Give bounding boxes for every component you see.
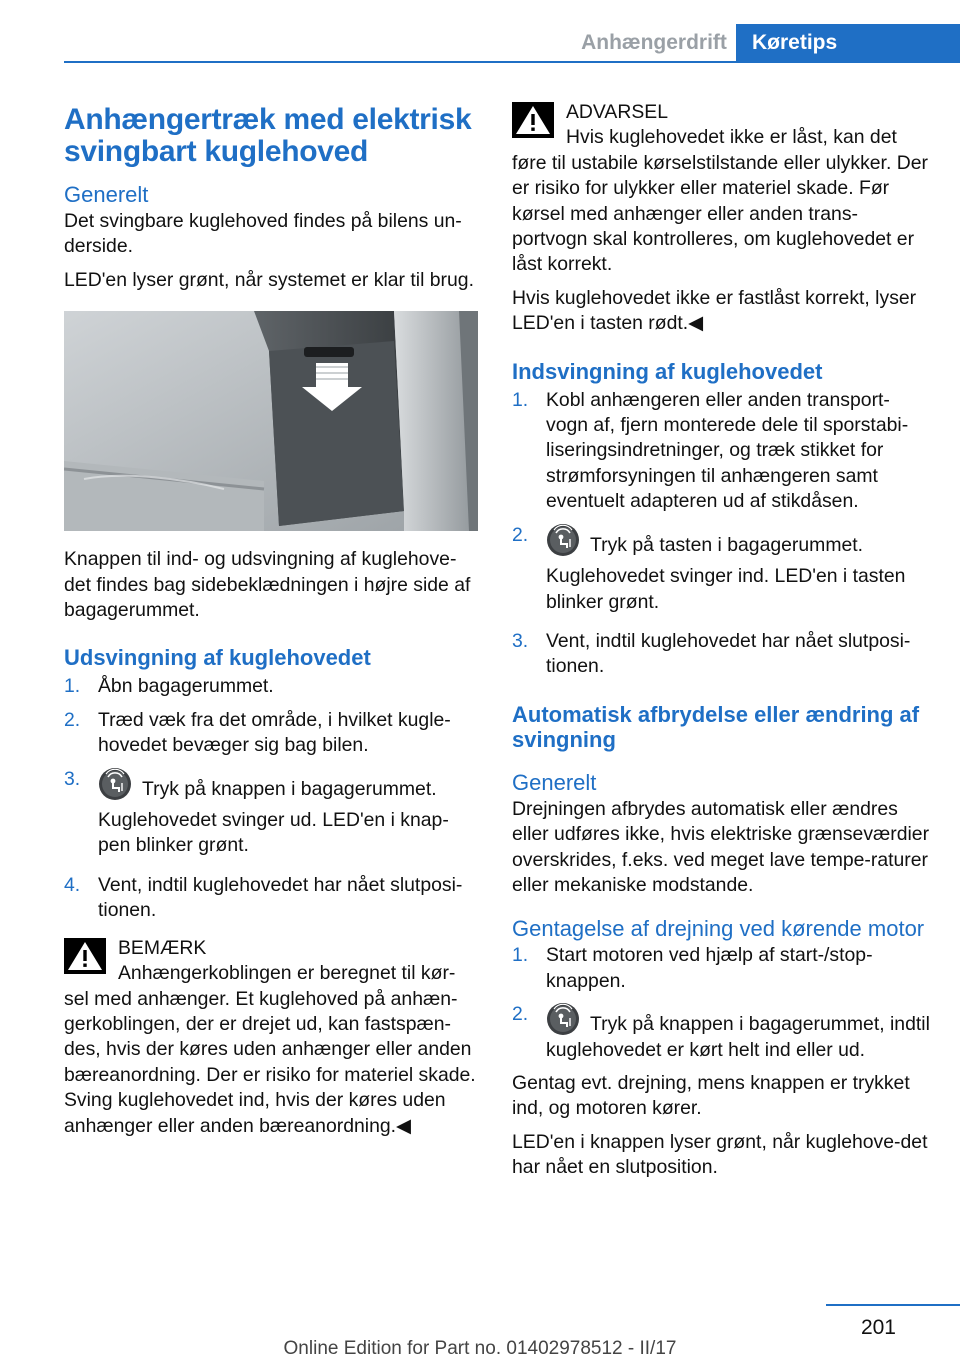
swing-out-heading: Udsvingning af kuglehovedet [64, 645, 371, 671]
auto-general-paragraph: Drejningen afbrydes automatisk eller ændres eller udføres ikke, hvis elektriske grænseværdier overskrides, f.eks. ved meget lave tempe‐raturer eller mekaniske modstande. [512, 797, 930, 896]
step-text: Start motoren ved hjælp af start-/stop-knappen. [546, 944, 873, 992]
warning-paragraph-2: Hvis kuglehovedet ikke er fastlåst korrekt, lyser LED'en i tasten rødt.◀ [512, 286, 917, 335]
section-tab: Anhængerdrift [572, 24, 736, 62]
footer-rule [826, 1304, 960, 1306]
step-number: 3. [64, 767, 81, 790]
note-box [64, 936, 478, 1139]
general-paragraph-1: Det svingbare kuglehoved findes på bilens un‐derside. [64, 210, 462, 258]
note-label: BEMÆRK [118, 936, 207, 959]
auto-general-heading: Generelt [512, 769, 597, 795]
step-number: 4. [64, 873, 81, 896]
note-first-line: Anhængerkoblingen er beregnet til kør‐ [118, 962, 456, 985]
ball-head-button-icon [546, 1002, 580, 1036]
step-number: 1. [512, 944, 529, 967]
left-column [64, 100, 478, 1147]
list-item [64, 767, 478, 865]
edition-footer: Online Edition for Part no. 01402978512 - II/17 [283, 1338, 677, 1359]
repeat-paragraph-1: Gentag evt. drejning, mens knappen er trykket ind, og motoren kører. [512, 1071, 910, 1120]
list-item [64, 708, 478, 759]
step-subtext: Kuglehovedet svinger ind. LED'en i tasten blinker grønt. [546, 565, 906, 613]
list-item [512, 943, 930, 994]
step-number: 1. [64, 675, 81, 698]
header-rule [64, 61, 960, 63]
step-text: Tryk på tasten i bagagerummet. [590, 533, 864, 556]
list-item [512, 1002, 930, 1063]
step-number: 2. [512, 1003, 529, 1026]
chapter-tab: Køretips [736, 24, 960, 62]
step-text: Tryk på knappen i bagagerummet. [142, 777, 437, 800]
list-item [64, 674, 478, 699]
warning-label: ADVARSEL [566, 101, 669, 123]
page-number: 201 [860, 1316, 896, 1339]
step-number: 1. [512, 388, 529, 411]
list-item [512, 629, 930, 680]
page-title: Anhængertræk med elektrisk svingbart kuglehoved [64, 103, 472, 168]
repeat-steps [512, 943, 930, 1063]
step-text: Tryk på knappen i bagagerummet, indtil kuglehovedet er kørt helt ind eller ud. [546, 1013, 930, 1061]
warning-first-line: Hvis kuglehovedet ikke er låst, kan det [566, 126, 897, 149]
step-text: Åbn bagagerummet. [98, 675, 274, 698]
general-heading: Generelt [64, 182, 149, 207]
repeat-paragraph-2: LED'en i knappen lyser grønt, når kuglehove‐det har nået en slutposition. [512, 1130, 928, 1179]
step-number: 3. [512, 629, 529, 652]
warning-triangle-icon [512, 102, 554, 138]
step-number: 2. [64, 708, 81, 731]
step-text: Træd væk fra det område, i hvilket kugle‐hovedet bevæger sig bag bilen. [98, 708, 451, 757]
repeat-heading: Gentagelse af drejning ved kørende motor [512, 916, 925, 942]
warning-triangle-icon [64, 938, 106, 974]
swing-in-steps [512, 388, 930, 680]
photo-caption: Knappen til ind- og udsvingning af kuglehove‐det findes bag sidebeklædningen i højre side af bagagerummet. [64, 548, 471, 622]
auto-interrupt-heading: Automatisk afbrydelse eller ændring af svingning [512, 701, 920, 752]
step-text: Vent, indtil kuglehovedet har nået slutposi‐tionen. [98, 873, 463, 922]
page-header [0, 0, 960, 62]
step-text: Vent, indtil kuglehovedet har nået slutposi‐tionen. [546, 629, 911, 678]
list-item [64, 873, 478, 924]
list-item [512, 388, 930, 515]
right-column [512, 100, 930, 1189]
trunk-side-panel-photo [64, 311, 478, 531]
step-subtext: Kuglehovedet svinger ud. LED'en i knap‐pen blinker grønt. [98, 809, 449, 857]
ball-head-button-icon [98, 767, 132, 801]
ball-head-button-icon [546, 523, 580, 557]
list-item [512, 523, 930, 621]
step-number: 2. [512, 523, 529, 546]
warning-text: føre til ustabile kørselstilstande eller ulykker. Der er risiko for ulykker eller materiel skade. Før kørsel med anhænger eller anden trans‐portvogn skal kontrolleres, om kuglehovedet er låst korrekt. [512, 151, 928, 276]
warning-box [512, 100, 930, 278]
note-text: sel med anhænger. Et kuglehoved på anhæn‐gerkoblingen, der er drejet ud, kan fastspæn‐des, hvis der køres uden anhænger eller anden bæreanordning. Der er risiko for materiel skade. Sving kuglehovedet ind, hvis der køres uden anhænger eller anden bæreanordning.◀ [64, 987, 476, 1137]
step-text: Kobl anhængeren eller anden transport‐vogn af, fjern monterede dele til sporstabi‐liseringsindretninger, og træk stikket for strømforsyningen til anhængeren samt eventuelt adapteren ud af stikdåsen. [546, 388, 909, 513]
swing-out-steps [64, 674, 478, 923]
swing-in-heading: Indsvingning af kuglehovedet [512, 358, 823, 384]
general-paragraph-2: LED'en lyser grønt, når systemet er klar til brug. [64, 268, 474, 291]
